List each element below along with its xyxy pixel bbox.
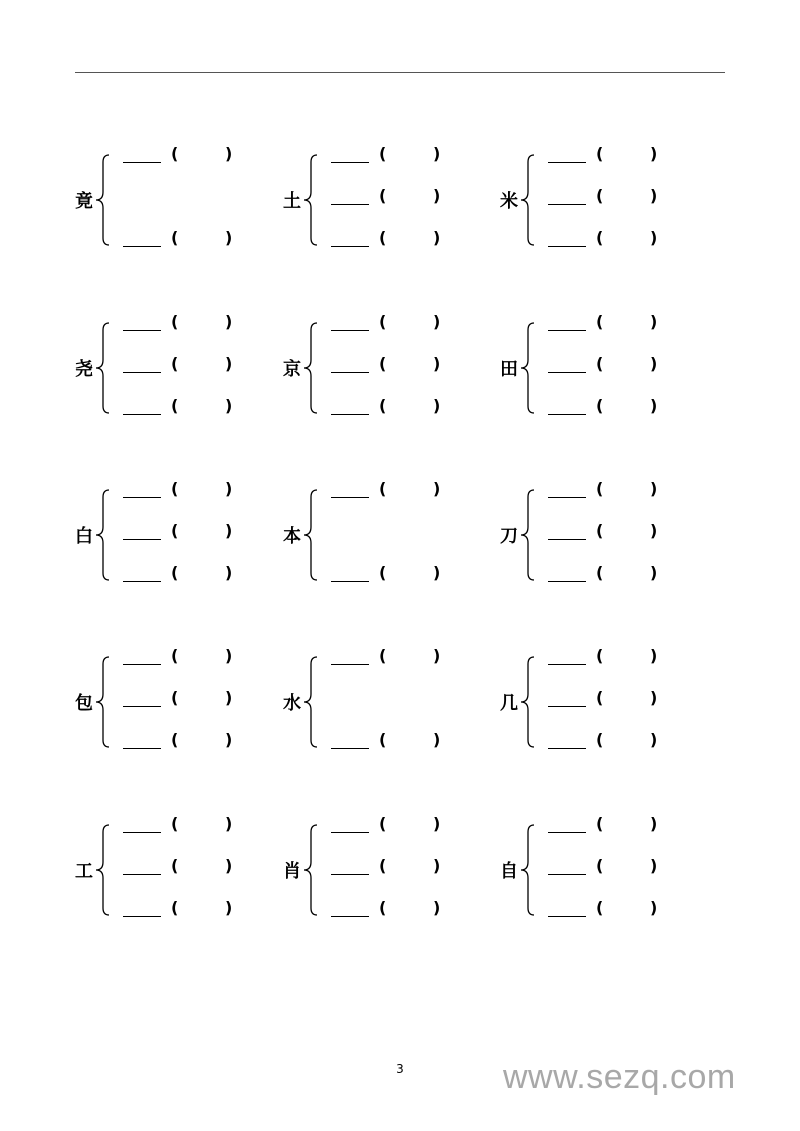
curly-brace	[520, 322, 536, 414]
answer-slot	[331, 396, 451, 420]
right-parenthesis: )	[433, 186, 441, 205]
answer-slot	[548, 479, 668, 503]
right-parenthesis: )	[225, 396, 233, 415]
word-blank-line[interactable]	[123, 246, 161, 247]
left-parenthesis: (	[171, 898, 179, 917]
left-parenthesis: (	[379, 186, 387, 205]
word-blank-line[interactable]	[331, 581, 369, 582]
answer-slot	[331, 354, 451, 378]
left-parenthesis: (	[596, 396, 604, 415]
left-parenthesis: (	[596, 521, 604, 540]
watermark: www.sezq.com	[503, 1058, 736, 1096]
right-parenthesis: )	[650, 521, 658, 540]
left-parenthesis: (	[171, 396, 179, 415]
base-character: 竟	[75, 191, 93, 212]
left-parenthesis: (	[171, 312, 179, 331]
left-parenthesis: (	[171, 521, 179, 540]
left-parenthesis: (	[379, 814, 387, 833]
answer-slot	[331, 228, 451, 252]
answer-slot	[548, 646, 668, 670]
right-parenthesis: )	[650, 228, 658, 247]
base-character: 肖	[283, 861, 301, 882]
right-parenthesis: )	[650, 814, 658, 833]
left-parenthesis: (	[171, 856, 179, 875]
word-blank-line[interactable]	[548, 706, 586, 707]
page-number: 3	[396, 1062, 404, 1076]
right-parenthesis: )	[433, 354, 441, 373]
right-parenthesis: )	[225, 814, 233, 833]
word-blank-line[interactable]	[331, 372, 369, 373]
left-parenthesis: (	[171, 688, 179, 707]
left-parenthesis: (	[379, 396, 387, 415]
left-parenthesis: (	[596, 646, 604, 665]
right-parenthesis: )	[650, 396, 658, 415]
left-parenthesis: (	[379, 228, 387, 247]
word-blank-line[interactable]	[331, 916, 369, 917]
right-parenthesis: )	[225, 646, 233, 665]
base-character: 水	[283, 693, 301, 714]
left-parenthesis: (	[596, 354, 604, 373]
curly-brace	[95, 656, 111, 748]
curly-brace	[520, 489, 536, 581]
word-blank-line[interactable]	[548, 162, 586, 163]
word-blank-line[interactable]	[331, 330, 369, 331]
word-blank-line[interactable]	[331, 204, 369, 205]
left-parenthesis: (	[379, 144, 387, 163]
word-blank-line[interactable]	[331, 414, 369, 415]
base-character: 田	[500, 359, 518, 380]
answer-slot	[548, 521, 668, 545]
curly-brace	[303, 489, 319, 581]
exercise-item	[75, 312, 255, 418]
left-parenthesis: (	[596, 856, 604, 875]
right-parenthesis: )	[650, 730, 658, 749]
curly-brace	[303, 656, 319, 748]
answer-slot	[123, 898, 243, 922]
left-parenthesis: (	[379, 646, 387, 665]
curly-brace	[95, 489, 111, 581]
answer-slot	[331, 814, 451, 838]
answer-slot	[548, 396, 668, 420]
right-parenthesis: )	[650, 186, 658, 205]
word-blank-line[interactable]	[331, 162, 369, 163]
base-character: 京	[283, 359, 301, 380]
word-blank-line[interactable]	[548, 874, 586, 875]
word-blank-line[interactable]	[331, 497, 369, 498]
answer-slot	[123, 688, 243, 712]
answer-slot	[331, 856, 451, 880]
right-parenthesis: )	[225, 354, 233, 373]
answer-slot	[331, 144, 451, 168]
right-parenthesis: )	[225, 563, 233, 582]
answer-slot	[548, 228, 668, 252]
left-parenthesis: (	[596, 228, 604, 247]
left-parenthesis: (	[171, 814, 179, 833]
left-parenthesis: (	[596, 186, 604, 205]
exercise-item	[283, 312, 463, 418]
answer-slot	[331, 646, 451, 670]
answer-slot	[548, 898, 668, 922]
word-blank-line[interactable]	[123, 664, 161, 665]
word-blank-line[interactable]	[123, 748, 161, 749]
right-parenthesis: )	[433, 814, 441, 833]
right-parenthesis: )	[650, 646, 658, 665]
exercise-item	[75, 646, 255, 752]
answer-slot	[123, 144, 243, 168]
left-parenthesis: (	[596, 144, 604, 163]
answer-slot	[123, 814, 243, 838]
answer-slot	[331, 312, 451, 336]
word-blank-line[interactable]	[123, 162, 161, 163]
left-parenthesis: (	[379, 479, 387, 498]
left-parenthesis: (	[171, 563, 179, 582]
answer-slot	[123, 354, 243, 378]
right-parenthesis: )	[225, 521, 233, 540]
right-parenthesis: )	[433, 479, 441, 498]
curly-brace	[520, 154, 536, 246]
exercise-item	[500, 479, 680, 585]
answer-slot	[331, 563, 451, 587]
right-parenthesis: )	[433, 312, 441, 331]
left-parenthesis: (	[596, 688, 604, 707]
curly-brace	[520, 824, 536, 916]
curly-brace	[303, 154, 319, 246]
answer-slot	[123, 228, 243, 252]
right-parenthesis: )	[225, 688, 233, 707]
left-parenthesis: (	[171, 354, 179, 373]
base-character: 本	[283, 526, 301, 547]
answer-slot	[548, 563, 668, 587]
word-blank-line[interactable]	[548, 330, 586, 331]
right-parenthesis: )	[433, 396, 441, 415]
answer-slot	[123, 396, 243, 420]
answer-slot	[548, 856, 668, 880]
base-character: 工	[75, 861, 93, 882]
left-parenthesis: (	[596, 479, 604, 498]
right-parenthesis: )	[433, 563, 441, 582]
base-character: 刀	[500, 526, 518, 547]
right-parenthesis: )	[433, 730, 441, 749]
right-parenthesis: )	[650, 688, 658, 707]
answer-slot	[123, 479, 243, 503]
left-parenthesis: (	[379, 354, 387, 373]
word-blank-line[interactable]	[548, 414, 586, 415]
left-parenthesis: (	[379, 730, 387, 749]
right-parenthesis: )	[225, 479, 233, 498]
answer-slot	[548, 354, 668, 378]
answer-slot	[331, 479, 451, 503]
word-blank-line[interactable]	[123, 706, 161, 707]
left-parenthesis: (	[596, 563, 604, 582]
left-parenthesis: (	[171, 144, 179, 163]
left-parenthesis: (	[379, 898, 387, 917]
answer-slot	[548, 186, 668, 210]
exercise-item	[500, 814, 680, 920]
word-blank-line[interactable]	[548, 581, 586, 582]
right-parenthesis: )	[433, 228, 441, 247]
answer-slot	[123, 730, 243, 754]
base-character: 米	[500, 191, 518, 212]
left-parenthesis: (	[596, 814, 604, 833]
word-blank-line[interactable]	[548, 246, 586, 247]
word-blank-line[interactable]	[548, 832, 586, 833]
exercise-item	[500, 312, 680, 418]
word-blank-line[interactable]	[123, 916, 161, 917]
exercise-item	[283, 646, 463, 752]
word-blank-line[interactable]	[331, 874, 369, 875]
word-blank-line[interactable]	[123, 372, 161, 373]
left-parenthesis: (	[379, 312, 387, 331]
word-blank-line[interactable]	[548, 372, 586, 373]
answer-slot	[123, 521, 243, 545]
word-blank-line[interactable]	[548, 539, 586, 540]
word-blank-line[interactable]	[123, 539, 161, 540]
word-blank-line[interactable]	[123, 497, 161, 498]
right-parenthesis: )	[225, 312, 233, 331]
curly-brace	[95, 322, 111, 414]
right-parenthesis: )	[225, 856, 233, 875]
answer-slot	[331, 730, 451, 754]
answer-slot	[331, 898, 451, 922]
right-parenthesis: )	[225, 898, 233, 917]
word-blank-line[interactable]	[331, 832, 369, 833]
right-parenthesis: )	[650, 312, 658, 331]
answer-slot	[548, 312, 668, 336]
right-parenthesis: )	[650, 354, 658, 373]
base-character: 土	[283, 191, 301, 212]
right-parenthesis: )	[433, 144, 441, 163]
curly-brace	[303, 824, 319, 916]
word-blank-line[interactable]	[548, 204, 586, 205]
exercise-item	[75, 144, 255, 250]
header-rule	[75, 72, 725, 73]
word-blank-line[interactable]	[548, 497, 586, 498]
left-parenthesis: (	[379, 856, 387, 875]
left-parenthesis: (	[596, 312, 604, 331]
word-blank-line[interactable]	[331, 664, 369, 665]
right-parenthesis: )	[650, 898, 658, 917]
right-parenthesis: )	[433, 646, 441, 665]
base-character: 包	[75, 693, 93, 714]
curly-brace	[303, 322, 319, 414]
base-character: 自	[500, 861, 518, 882]
exercise-item	[500, 646, 680, 752]
exercise-item	[283, 144, 463, 250]
right-parenthesis: )	[225, 730, 233, 749]
left-parenthesis: (	[171, 479, 179, 498]
exercise-item	[500, 144, 680, 250]
word-blank-line[interactable]	[123, 414, 161, 415]
answer-slot	[331, 186, 451, 210]
answer-slot	[548, 144, 668, 168]
exercise-item	[75, 814, 255, 920]
base-character: 白	[75, 526, 93, 547]
left-parenthesis: (	[171, 730, 179, 749]
word-blank-line[interactable]	[123, 874, 161, 875]
answer-slot	[123, 312, 243, 336]
right-parenthesis: )	[650, 144, 658, 163]
exercise-item	[75, 479, 255, 585]
curly-brace	[95, 824, 111, 916]
left-parenthesis: (	[171, 228, 179, 247]
base-character: 几	[500, 693, 518, 714]
right-parenthesis: )	[650, 856, 658, 875]
left-parenthesis: (	[379, 563, 387, 582]
answer-slot	[548, 730, 668, 754]
word-blank-line[interactable]	[548, 664, 586, 665]
answer-slot	[123, 646, 243, 670]
word-blank-line[interactable]	[123, 330, 161, 331]
right-parenthesis: )	[433, 856, 441, 875]
answer-slot	[123, 563, 243, 587]
exercise-item	[283, 479, 463, 585]
word-blank-line[interactable]	[123, 581, 161, 582]
left-parenthesis: (	[596, 730, 604, 749]
right-parenthesis: )	[225, 228, 233, 247]
right-parenthesis: )	[650, 479, 658, 498]
answer-slot	[548, 814, 668, 838]
word-blank-line[interactable]	[331, 246, 369, 247]
right-parenthesis: )	[650, 563, 658, 582]
word-blank-line[interactable]	[123, 832, 161, 833]
right-parenthesis: )	[433, 898, 441, 917]
word-blank-line[interactable]	[548, 916, 586, 917]
left-parenthesis: (	[596, 898, 604, 917]
answer-slot	[123, 856, 243, 880]
word-blank-line[interactable]	[548, 748, 586, 749]
curly-brace	[520, 656, 536, 748]
answer-slot	[548, 688, 668, 712]
curly-brace	[95, 154, 111, 246]
exercise-item	[283, 814, 463, 920]
word-blank-line[interactable]	[331, 748, 369, 749]
base-character: 尧	[75, 359, 93, 380]
left-parenthesis: (	[171, 646, 179, 665]
right-parenthesis: )	[225, 144, 233, 163]
